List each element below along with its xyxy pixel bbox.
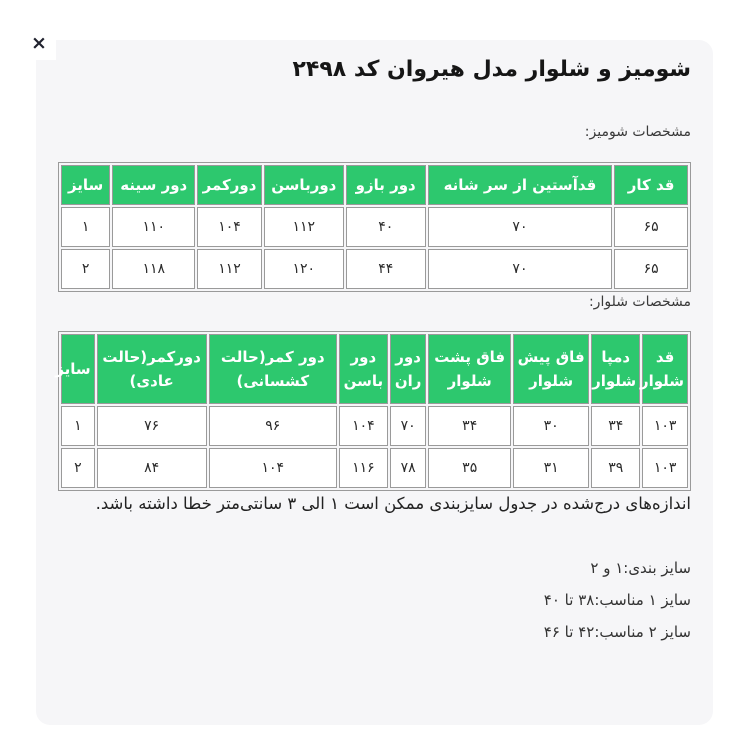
table-row — [61, 448, 688, 488]
table-cell: ۱ — [61, 207, 110, 247]
table-cell: ۱۰۴ — [209, 448, 337, 488]
table-row — [61, 207, 688, 247]
column-header: دورکمر(حالت عادی) — [97, 334, 207, 404]
size-fit-info — [58, 552, 691, 648]
column-header: دور ران — [390, 334, 427, 404]
table-cell: ۷۸ — [390, 448, 427, 488]
pants-specs-label: مشخصات شلوار: — [588, 294, 691, 310]
close-icon[interactable]: × — [22, 26, 56, 60]
table-cell: ۱۰۳ — [642, 406, 688, 446]
column-header: دور باسن — [339, 334, 388, 404]
table-cell: ۳۵ — [428, 448, 510, 488]
table-cell: ۶۵ — [614, 207, 688, 247]
table-cell: ۳۴ — [591, 406, 640, 446]
table-cell: ۱۲۰ — [264, 249, 344, 289]
table-cell: ۳۴ — [428, 406, 510, 446]
product-size-card — [36, 40, 713, 725]
table-header-row — [61, 334, 688, 404]
column-header: دور بازو — [346, 165, 426, 205]
table-cell: ۱۱۲ — [197, 249, 262, 289]
column-header: قد شلوار — [642, 334, 688, 404]
table-header-row — [61, 165, 688, 205]
table-cell: ۱۰۴ — [339, 406, 388, 446]
size-1-fit-line: سایز ۱ مناسب:۳۸ تا ۴۰ — [543, 591, 691, 609]
table-row — [61, 406, 688, 446]
table-cell: ۳۰ — [513, 406, 589, 446]
table-cell: ۱۰۳ — [642, 448, 688, 488]
table-cell: ۸۴ — [97, 448, 207, 488]
table-cell: ۳۹ — [591, 448, 640, 488]
table-cell: ۴۰ — [346, 207, 426, 247]
size-2-fit-line: سایز ۲ مناسب:۴۲ تا ۴۶ — [543, 623, 691, 641]
measurement-tolerance-note: اندازه‌های درج‌شده در جدول سایزبندی ممکن است ۱ الی ۳ سانتی‌متر خطا داشته باشد. — [95, 494, 691, 513]
table-cell: ۱۱۲ — [264, 207, 344, 247]
table-cell: ۷۰ — [428, 207, 613, 247]
table-cell: ۱۱۰ — [112, 207, 195, 247]
sizing-range-line: سایز بندی:۱ و ۲ — [590, 559, 691, 577]
shirt-specs-label: مشخصات شومیز: — [584, 124, 691, 140]
column-header: قد کار — [614, 165, 688, 205]
table-cell: ۱ — [61, 406, 95, 446]
column-header: سایز — [61, 165, 110, 205]
table-cell: ۳۱ — [513, 448, 589, 488]
column-header: قدآستین از سر شانه — [428, 165, 613, 205]
table-cell: ۷۰ — [390, 406, 427, 446]
table-cell: ۹۶ — [209, 406, 337, 446]
table-cell: ۱۱۶ — [339, 448, 388, 488]
page-title: شومیز و شلوار مدل هیروان کد ۲۴۹۸ — [292, 57, 691, 82]
table-cell: ۶۵ — [614, 249, 688, 289]
table-cell: ۱۰۴ — [197, 207, 262, 247]
table-cell: ۷۰ — [428, 249, 613, 289]
column-header: فاق پشت شلوار — [428, 334, 510, 404]
column-header: سایز — [61, 334, 95, 404]
table-cell: ۷۶ — [97, 406, 207, 446]
table-cell: ۲ — [61, 448, 95, 488]
column-header: دور کمر(حالت کشسانی) — [209, 334, 337, 404]
column-header: دور سینه — [112, 165, 195, 205]
column-header: فاق پیش شلوار — [513, 334, 589, 404]
table-cell: ۲ — [61, 249, 110, 289]
column-header: دمپا شلوار — [591, 334, 640, 404]
column-header: دورکمر — [197, 165, 262, 205]
pants-size-table — [55, 331, 691, 491]
table-cell: ۱۱۸ — [112, 249, 195, 289]
table-cell: ۴۴ — [346, 249, 426, 289]
column-header: دورباسن — [264, 165, 344, 205]
table-row — [61, 249, 688, 289]
shirt-size-table — [58, 162, 691, 292]
